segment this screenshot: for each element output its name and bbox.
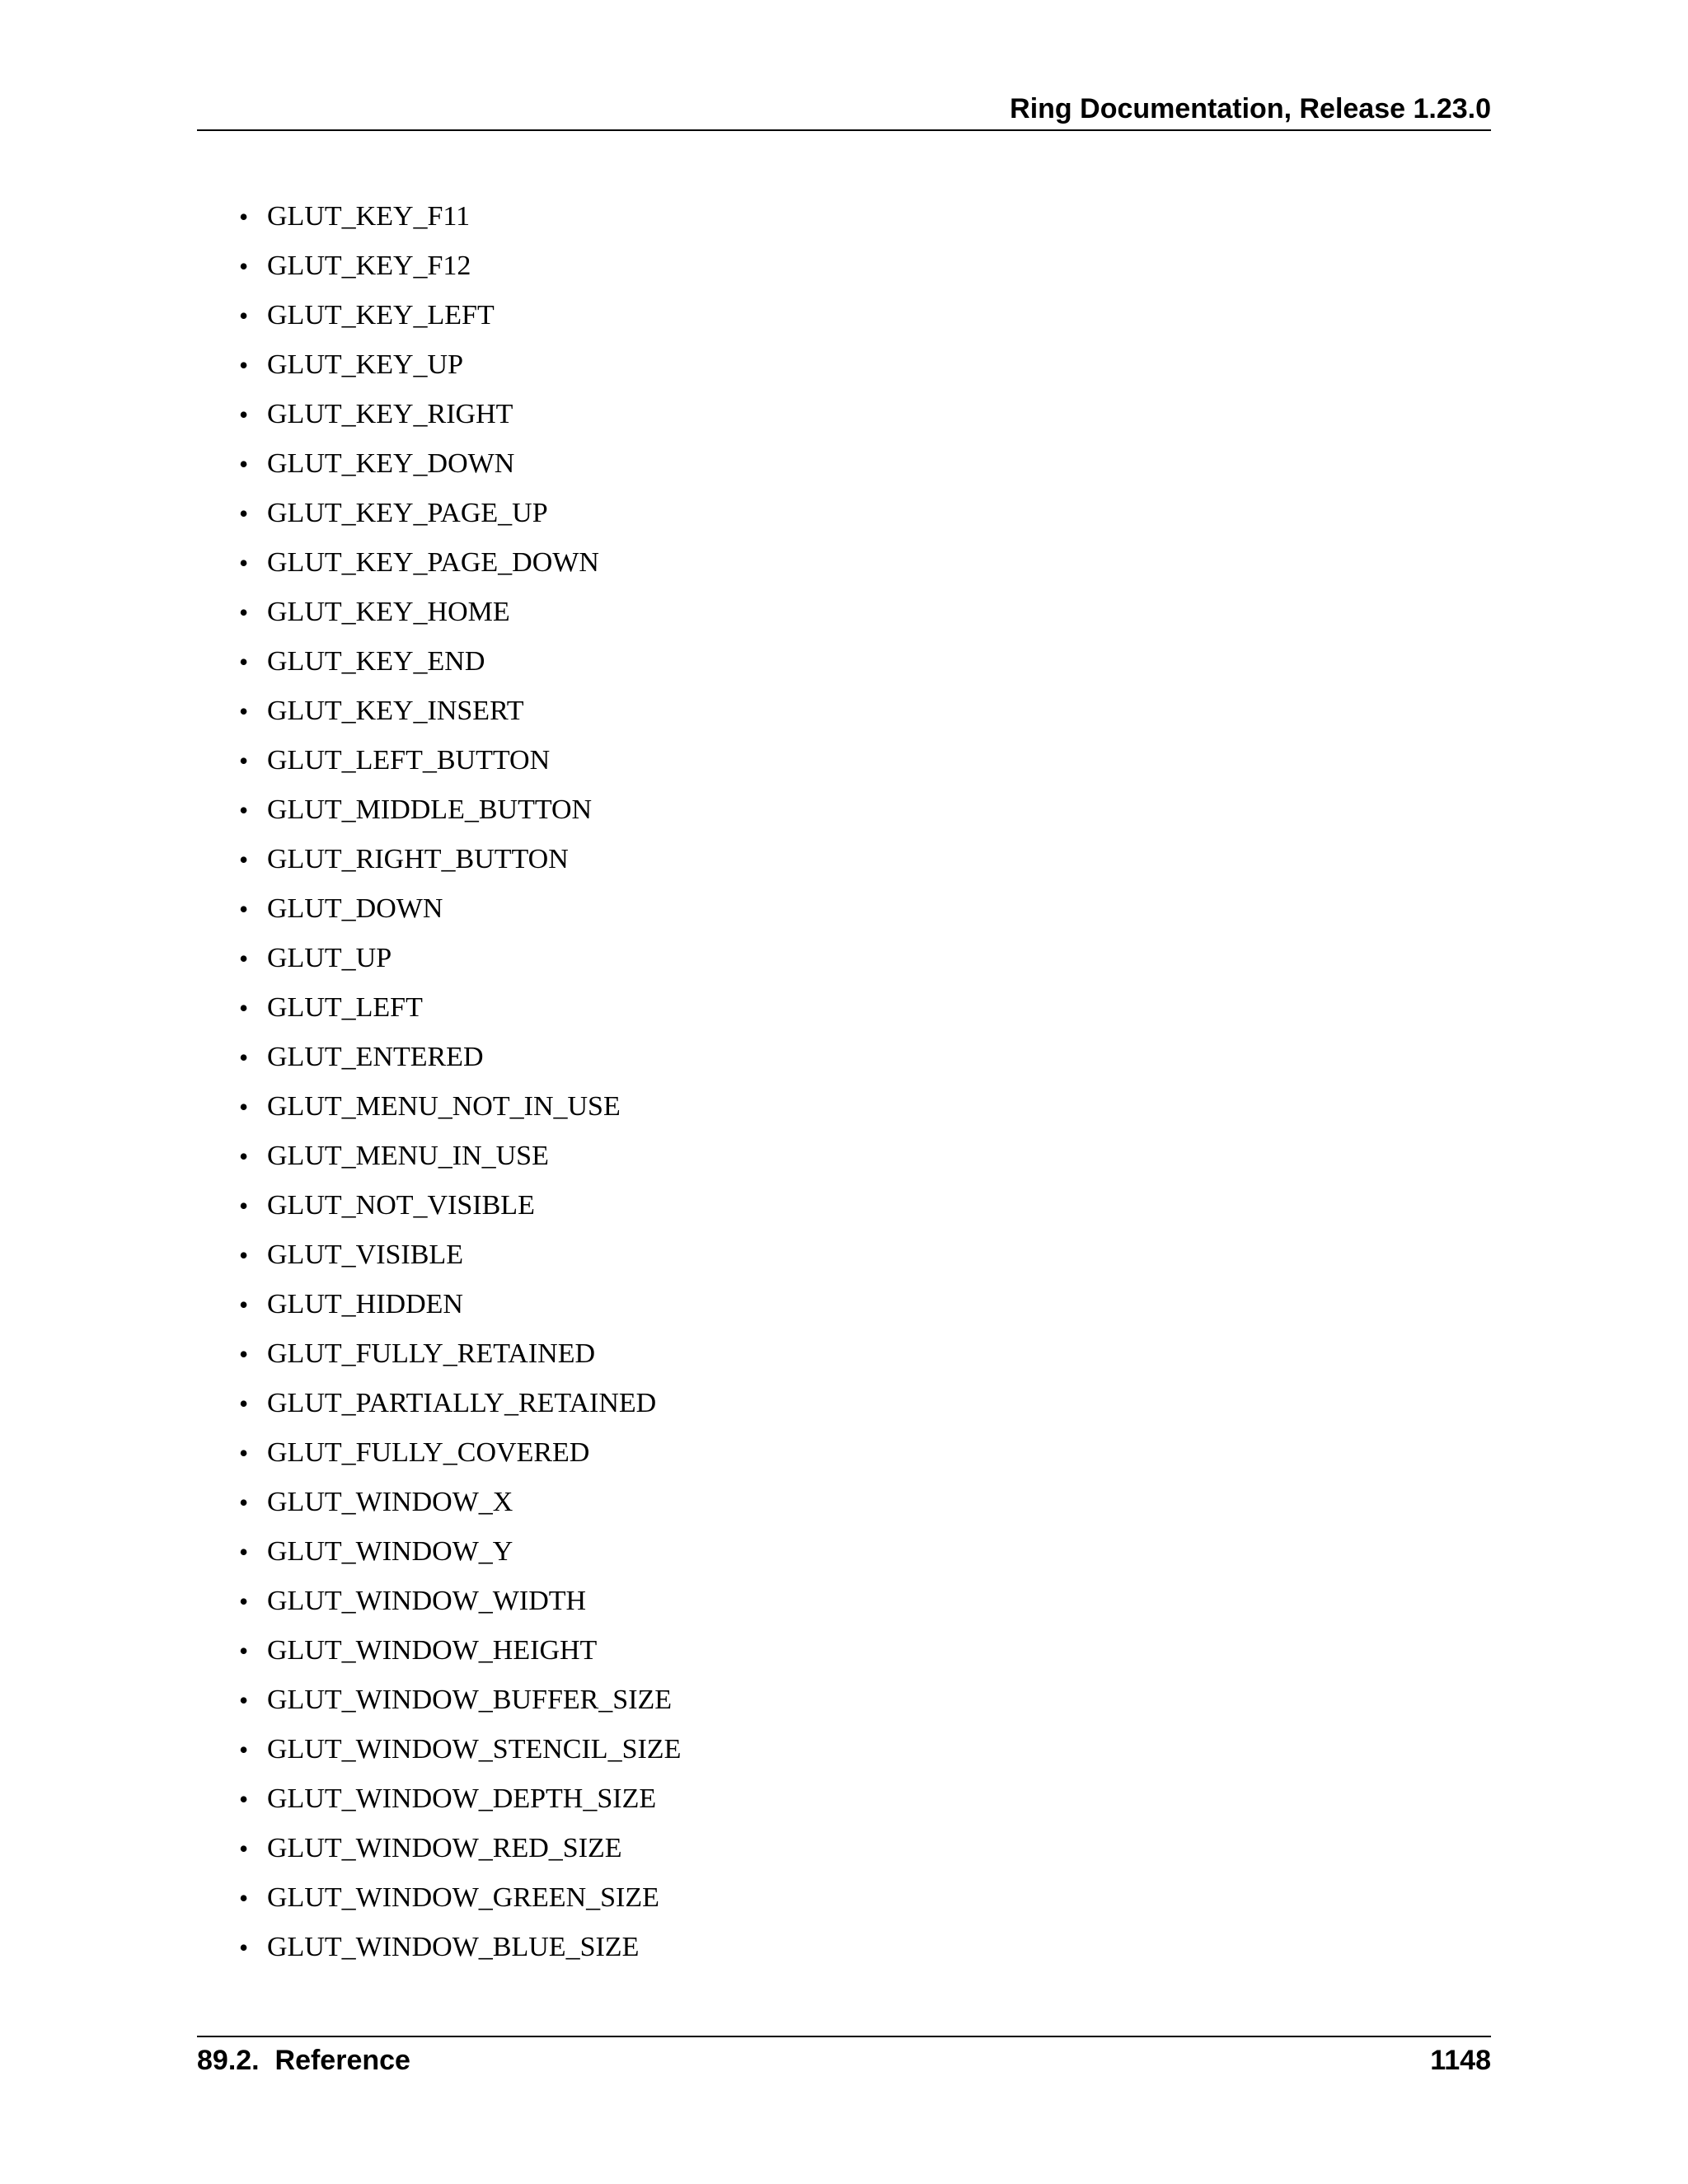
bullet-icon: • [239,1240,249,1270]
list-item-text: GLUT_WINDOW_GREEN_SIZE [267,1882,659,1913]
list-item [239,785,681,835]
list-item [239,1923,681,1972]
list-item-text: GLUT_PARTIALLY_RETAINED [267,1388,657,1418]
constant-list [239,192,681,1972]
list-item [239,687,681,736]
list-item-text: GLUT_WINDOW_Y [267,1536,513,1567]
bullet-icon: • [239,943,249,973]
list-item-text: GLUT_KEY_PAGE_UP [267,498,548,528]
bullet-icon: • [239,696,249,726]
bullet-icon: • [239,300,249,330]
bullet-icon: • [239,547,249,578]
list-item [239,736,681,785]
list-item-text: GLUT_MENU_NOT_IN_USE [267,1091,621,1122]
list-item [239,1379,681,1428]
list-item-text: GLUT_KEY_UP [267,349,463,380]
bullet-icon: • [239,1783,249,1814]
list-item-text: GLUT_KEY_F11 [267,201,471,232]
list-item [239,1033,681,1082]
list-item [239,241,681,291]
list-item-text: GLUT_KEY_RIGHT [267,399,513,429]
list-item-text: GLUT_LEFT_BUTTON [267,745,551,776]
list-item-text: GLUT_WINDOW_STENCIL_SIZE [267,1734,682,1765]
list-item-text: GLUT_FULLY_RETAINED [267,1338,596,1369]
bullet-icon: • [239,349,249,380]
bullet-icon: • [239,498,249,528]
list-item [239,1230,681,1280]
bullet-icon: • [239,1091,249,1122]
list-item [239,983,681,1033]
list-item-text: GLUT_ENTERED [267,1042,484,1072]
list-item-text: GLUT_MIDDLE_BUTTON [267,794,593,825]
bullet-icon: • [239,201,249,232]
list-item [239,1873,681,1923]
bullet-icon: • [239,844,249,874]
bullet-icon: • [239,1882,249,1913]
bullet-icon: • [239,992,249,1023]
list-item [239,291,681,340]
list-item-text: GLUT_HIDDEN [267,1289,463,1319]
header-divider [197,129,1491,131]
bullet-icon: • [239,745,249,776]
bullet-icon: • [239,1685,249,1715]
bullet-icon: • [239,597,249,627]
list-item [239,884,681,934]
list-item [239,1181,681,1230]
list-item [239,1577,681,1626]
list-item-text: GLUT_UP [267,943,392,973]
bullet-icon: • [239,1190,249,1221]
list-item [239,390,681,439]
bullet-icon: • [239,1833,249,1863]
list-item [239,835,681,884]
list-item [239,192,681,241]
list-item [239,439,681,489]
list-item-text: GLUT_DOWN [267,893,443,924]
bullet-icon: • [239,1536,249,1567]
list-item-text: GLUT_FULLY_COVERED [267,1437,590,1468]
list-item-text: GLUT_KEY_LEFT [267,300,495,330]
list-item [239,1132,681,1181]
list-item-text: GLUT_WINDOW_BLUE_SIZE [267,1932,640,1962]
list-item-text: GLUT_KEY_END [267,646,485,677]
list-item [239,1824,681,1873]
bullet-icon: • [239,1932,249,1962]
list-item-text: GLUT_NOT_VISIBLE [267,1190,535,1221]
bullet-icon: • [239,1487,249,1517]
list-item-text: GLUT_WINDOW_WIDTH [267,1586,587,1616]
bullet-icon: • [239,1437,249,1468]
list-item-text: GLUT_KEY_INSERT [267,696,524,726]
list-item [239,1774,681,1824]
list-item [239,489,681,538]
list-item [239,538,681,588]
list-item-text: GLUT_LEFT [267,992,423,1023]
bullet-icon: • [239,1734,249,1765]
list-item [239,934,681,983]
footer-section-label: 89.2. Reference [197,2045,410,2076]
list-item [239,1626,681,1675]
list-item [239,1329,681,1379]
bullet-icon: • [239,893,249,924]
list-item [239,637,681,687]
page-header-title: Ring Documentation, Release 1.23.0 [1010,93,1491,124]
bullet-icon: • [239,646,249,677]
list-item [239,1082,681,1132]
list-item [239,1675,681,1725]
bullet-icon: • [239,1586,249,1616]
list-item-text: GLUT_KEY_DOWN [267,448,515,479]
list-item-text: GLUT_KEY_HOME [267,597,510,627]
list-item [239,1280,681,1329]
list-item-text: GLUT_WINDOW_BUFFER_SIZE [267,1685,673,1715]
list-item-text: GLUT_WINDOW_HEIGHT [267,1635,598,1666]
bullet-icon: • [239,1289,249,1319]
list-item-text: GLUT_WINDOW_X [267,1487,513,1517]
bullet-icon: • [239,1635,249,1666]
list-item [239,340,681,390]
list-item-text: GLUT_WINDOW_RED_SIZE [267,1833,622,1863]
list-item [239,1527,681,1577]
list-item-text: GLUT_WINDOW_DEPTH_SIZE [267,1783,657,1814]
bullet-icon: • [239,1388,249,1418]
list-item [239,1428,681,1478]
bullet-icon: • [239,448,249,479]
footer-page-number: 1148 [1430,2045,1491,2076]
bullet-icon: • [239,1338,249,1369]
bullet-icon: • [239,399,249,429]
bullet-icon: • [239,1042,249,1072]
bullet-icon: • [239,251,249,281]
list-item [239,1725,681,1774]
list-item-text: GLUT_MENU_IN_USE [267,1141,549,1171]
list-item-text: GLUT_KEY_PAGE_DOWN [267,547,599,578]
bullet-icon: • [239,794,249,825]
list-item-text: GLUT_RIGHT_BUTTON [267,844,569,874]
list-item [239,1478,681,1527]
list-item-text: GLUT_KEY_F12 [267,251,471,281]
list-item [239,588,681,637]
footer-divider [197,2036,1491,2037]
bullet-icon: • [239,1141,249,1171]
list-item-text: GLUT_VISIBLE [267,1240,463,1270]
